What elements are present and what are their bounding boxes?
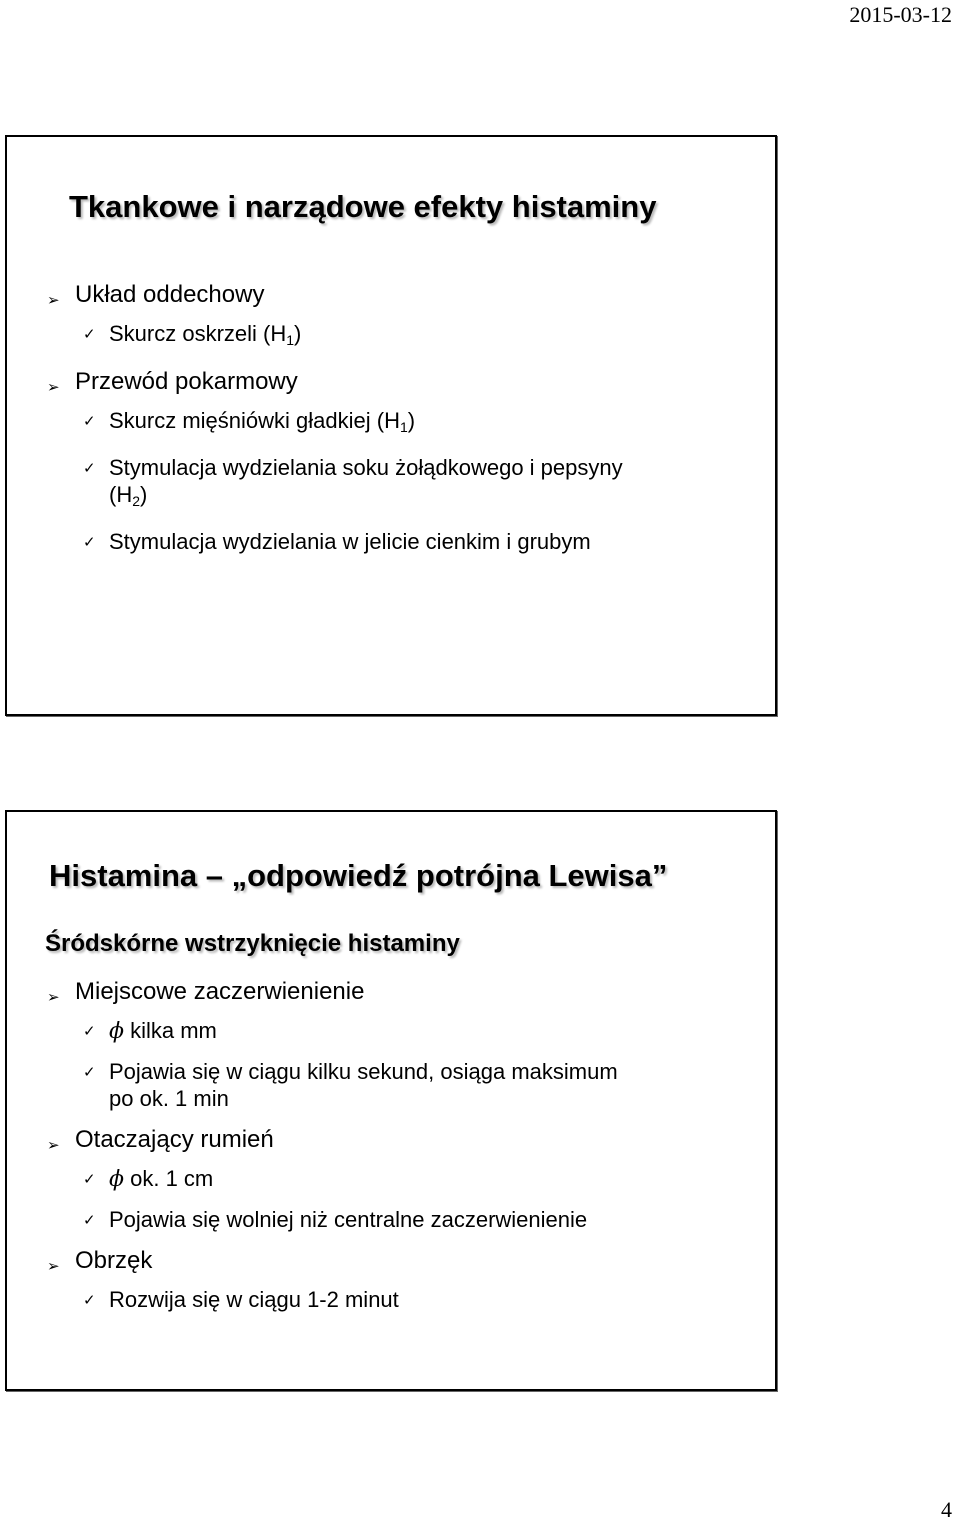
arrow-bullet-icon: ➢ <box>47 1137 60 1154</box>
item-text: ok. 1 cm <box>124 1166 214 1191</box>
list-item <box>75 1206 618 1233</box>
list-item <box>75 407 623 441</box>
checkmark-icon: ✓ <box>83 534 96 551</box>
list-item <box>75 320 623 354</box>
item-text: Pojawia się w ciągu kilku sekund, osiąga maksimum <box>109 1059 618 1084</box>
item-text-line2: (H <box>109 482 133 507</box>
list-item <box>75 1286 618 1313</box>
bullet-list <box>43 280 623 568</box>
section-label: Obrzęk <box>75 1247 153 1274</box>
slide-lewis-triple-response <box>5 810 777 1391</box>
arrow-bullet-icon: ➢ <box>47 292 60 309</box>
slide-subtitle: Śródskórne wstrzyknięcie histaminy <box>45 930 460 957</box>
subscript: 1 <box>399 419 408 435</box>
slide-title: Histamina – „odpowiedź potrójna Lewisa” <box>49 858 668 893</box>
arrow-bullet-icon: ➢ <box>47 989 60 1006</box>
slide-title: Tkankowe i narządowe efekty histaminy <box>69 189 657 224</box>
checkmark-icon: ✓ <box>83 1212 96 1229</box>
list-item <box>75 1058 618 1112</box>
checkmark-icon: ✓ <box>83 1171 96 1188</box>
checkmark-icon: ✓ <box>83 1023 96 1040</box>
slide-respiratory-gi-effects <box>5 135 777 716</box>
checkmark-icon: ✓ <box>83 1292 96 1309</box>
subscript: 2 <box>132 493 141 509</box>
checkmark-icon: ✓ <box>83 460 96 477</box>
arrow-bullet-icon: ➢ <box>47 379 60 396</box>
list-item <box>75 528 623 555</box>
list-item <box>43 1246 618 1313</box>
checkmark-icon: ✓ <box>83 326 96 343</box>
list-item <box>75 1165 618 1193</box>
item-text: Stymulacja wydzielania w jelicie cienkim i grubym <box>109 529 591 554</box>
section-label: Miejscowe zaczerwienienie <box>75 978 365 1005</box>
item-suffix: ) <box>407 408 416 433</box>
list-item <box>43 367 623 555</box>
list-item <box>43 1125 618 1233</box>
section-label: Otaczający rumień <box>75 1126 274 1153</box>
checkmark-icon: ✓ <box>83 1064 96 1081</box>
diameter-symbol: ϕ <box>109 1167 124 1192</box>
list-item <box>75 1017 618 1045</box>
bullet-list <box>43 977 618 1326</box>
list-item <box>75 454 623 515</box>
list-item <box>43 280 623 354</box>
item-suffix: ) <box>140 482 148 507</box>
item-suffix: ) <box>294 321 302 346</box>
item-text: Skurcz mięśniówki gładkiej (H <box>109 408 400 433</box>
item-text: Skurcz oskrzeli (H <box>109 321 287 346</box>
list-item <box>43 977 618 1112</box>
item-text: kilka mm <box>124 1018 217 1043</box>
diameter-symbol: ϕ <box>109 1019 124 1044</box>
document-date: 2015-03-12 <box>849 2 952 27</box>
item-text: Rozwija się w ciągu 1-2 minut <box>109 1287 399 1312</box>
item-text: Pojawia się wolniej niż centralne zaczerwienienie <box>109 1207 588 1232</box>
item-text-line2: po ok. 1 min <box>109 1086 229 1111</box>
section-label: Układ oddechowy <box>75 281 265 308</box>
section-label: Przewód pokarmowy <box>75 368 298 395</box>
arrow-bullet-icon: ➢ <box>47 1258 60 1275</box>
subscript: 1 <box>286 332 295 348</box>
page-number: 4 <box>941 1497 952 1522</box>
item-text: Stymulacja wydzielania soku żołądkowego i pepsyny <box>109 455 623 480</box>
checkmark-icon: ✓ <box>83 413 96 430</box>
